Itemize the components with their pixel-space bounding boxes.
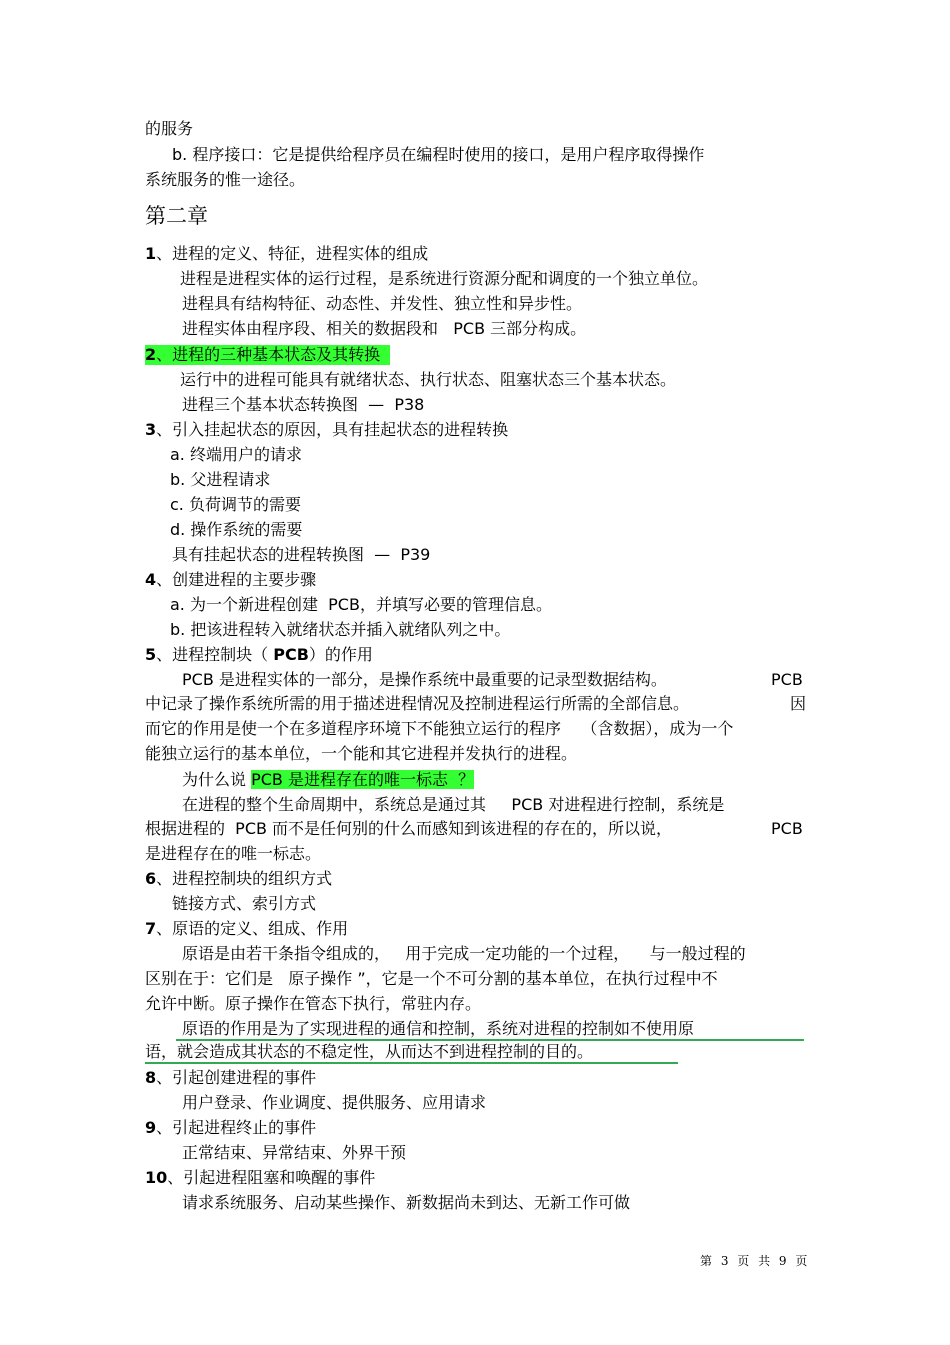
text-line: 根据进程的 PCB 而不是任何别的什么而感知到该进程的存在的，所以说， xyxy=(145,819,673,838)
text-line: 系统服务的惟一途径。 xyxy=(145,170,306,189)
section-heading-highlighted xyxy=(145,345,390,365)
question-line xyxy=(182,770,474,790)
text-line: 正常结束、异常结束、外界干预 xyxy=(182,1143,407,1162)
section-heading xyxy=(145,1168,375,1188)
text-line-end: PCB xyxy=(771,819,803,838)
text-line: 链接方式、索引方式 xyxy=(172,894,317,913)
text-line: 进程实体由程序段、相关的数据段和 PCB 三部分构成。 xyxy=(182,319,587,338)
section-title: ）的作用 xyxy=(308,645,373,664)
text-line: 原语是由若干条指令组成的， 用于完成一定功能的一个过程， 与一般过程的 xyxy=(182,944,746,963)
section-heading xyxy=(145,570,316,590)
section-heading xyxy=(145,1068,316,1088)
section-title: 、引起进程终止的事件 xyxy=(156,1118,317,1137)
section-number: 5 xyxy=(145,645,157,664)
section-number: 7 xyxy=(145,919,157,938)
list-item: c. 负荷调节的需要 xyxy=(170,495,301,514)
section-heading xyxy=(145,869,332,889)
text-line: 请求系统服务、启动某些操作、新数据尚未到达、无新工作可做 xyxy=(182,1193,631,1212)
text-line: b. 程序接口：它是提供给程序员在编程时使用的接口，是用户程序取得操作 xyxy=(172,145,705,164)
text-line: 用户登录、作业调度、提供服务、应用请求 xyxy=(182,1093,487,1112)
text-line: 进程具有结构特征、动态性、并发性、独立性和异步性。 xyxy=(182,294,583,313)
text-line-end: 因 xyxy=(790,694,807,713)
section-number: 4 xyxy=(145,570,157,589)
section-number: 8 xyxy=(145,1068,157,1087)
question-prefix: 为什么说 xyxy=(182,770,252,789)
section-heading xyxy=(145,244,428,264)
section-title: 、引入挂起状态的原因，具有挂起状态的进程转换 xyxy=(156,420,509,439)
text-line: 能独立运行的基本单位，一个能和其它进程并发执行的进程。 xyxy=(145,744,578,763)
section-heading xyxy=(145,420,508,440)
text-line: 运行中的进程可能具有就绪状态、执行状态、阻塞状态三个基本状态。 xyxy=(180,370,677,389)
text-line: PCB 是进程实体的一部分，是操作系统中最重要的记录型数据结构。 xyxy=(182,670,667,689)
section-number: 2 xyxy=(145,345,157,364)
text-line: 中记录了操作系统所需的用于描述进程情况及控制进程运行所需的全部信息。 xyxy=(145,694,690,713)
section-number: 3 xyxy=(145,420,157,439)
section-title: 、进程的定义、特征，进程实体的组成 xyxy=(156,244,429,263)
section-number: 10 xyxy=(145,1168,168,1187)
text-line: 的服务 xyxy=(145,119,194,138)
text-line: 进程三个基本状态转换图 — P38 xyxy=(182,395,425,414)
list-item: b. 把该进程转入就绪状态并插入就绪队列之中。 xyxy=(170,620,511,639)
section-title: 、引起创建进程的事件 xyxy=(156,1068,317,1087)
section-title: 、原语的定义、组成、作用 xyxy=(156,919,349,938)
chapter-heading: 第二章 xyxy=(145,204,208,228)
list-item: a. 为一个新进程创建 PCB，并填写必要的管理信息。 xyxy=(170,595,552,614)
section-number: 1 xyxy=(145,244,157,263)
underlined-text: 语，就会造成其状态的不稳定性，从而达不到进程控制的目的。 xyxy=(145,1042,678,1064)
section-heading xyxy=(145,1118,316,1138)
text-line: 而它的作用是使一个在多道程序环境下不能独立运行的程序 （含数据），成为一个 xyxy=(145,719,734,738)
section-title: 、创建进程的主要步骤 xyxy=(156,570,317,589)
section-heading xyxy=(145,919,348,939)
section-title: 、进程的三种基本状态及其转换 xyxy=(156,345,391,364)
section-title: 、进程控制块的组织方式 xyxy=(156,869,333,888)
underlined-text xyxy=(176,1019,804,1041)
text-line: 允许中断。原子操作在管态下执行，常驻内存。 xyxy=(145,994,482,1013)
list-item: b. 父进程请求 xyxy=(170,470,271,489)
section-title: 、引起进程阻塞和唤醒的事件 xyxy=(167,1168,376,1187)
list-item: d. 操作系统的需要 xyxy=(170,520,303,539)
text-span: 原语的作用是为了实现进程的通信和控制，系统对进程的控制如不使用原 xyxy=(182,1019,695,1038)
page-footer: 第 3 页 共 9 页 xyxy=(700,1254,808,1268)
highlighted-question: PCB 是进程存在的唯一标志 ？ xyxy=(251,770,475,789)
text-line-end: PCB xyxy=(771,670,803,689)
section-title: 、进程控制块（ xyxy=(156,645,274,664)
text-line: 进程是进程实体的运行过程，是系统进行资源分配和调度的一个独立单位。 xyxy=(180,269,709,288)
section-title-pcb: PCB xyxy=(273,645,309,664)
text-line: 是进程存在的唯一标志。 xyxy=(145,844,322,863)
text-line: 具有挂起状态的进程转换图 — P39 xyxy=(172,545,431,564)
section-number: 6 xyxy=(145,869,157,888)
section-heading xyxy=(145,645,373,665)
list-item: a. 终端用户的请求 xyxy=(170,445,302,464)
text-line: 区别在于：它们是 原子操作 ”，它是一个不可分割的基本单位，在执行过程中不 xyxy=(145,969,718,988)
text-line: 在进程的整个生命周期中，系统总是通过其 PCB 对进程进行控制，系统是 xyxy=(182,795,725,814)
section-number: 9 xyxy=(145,1118,157,1137)
